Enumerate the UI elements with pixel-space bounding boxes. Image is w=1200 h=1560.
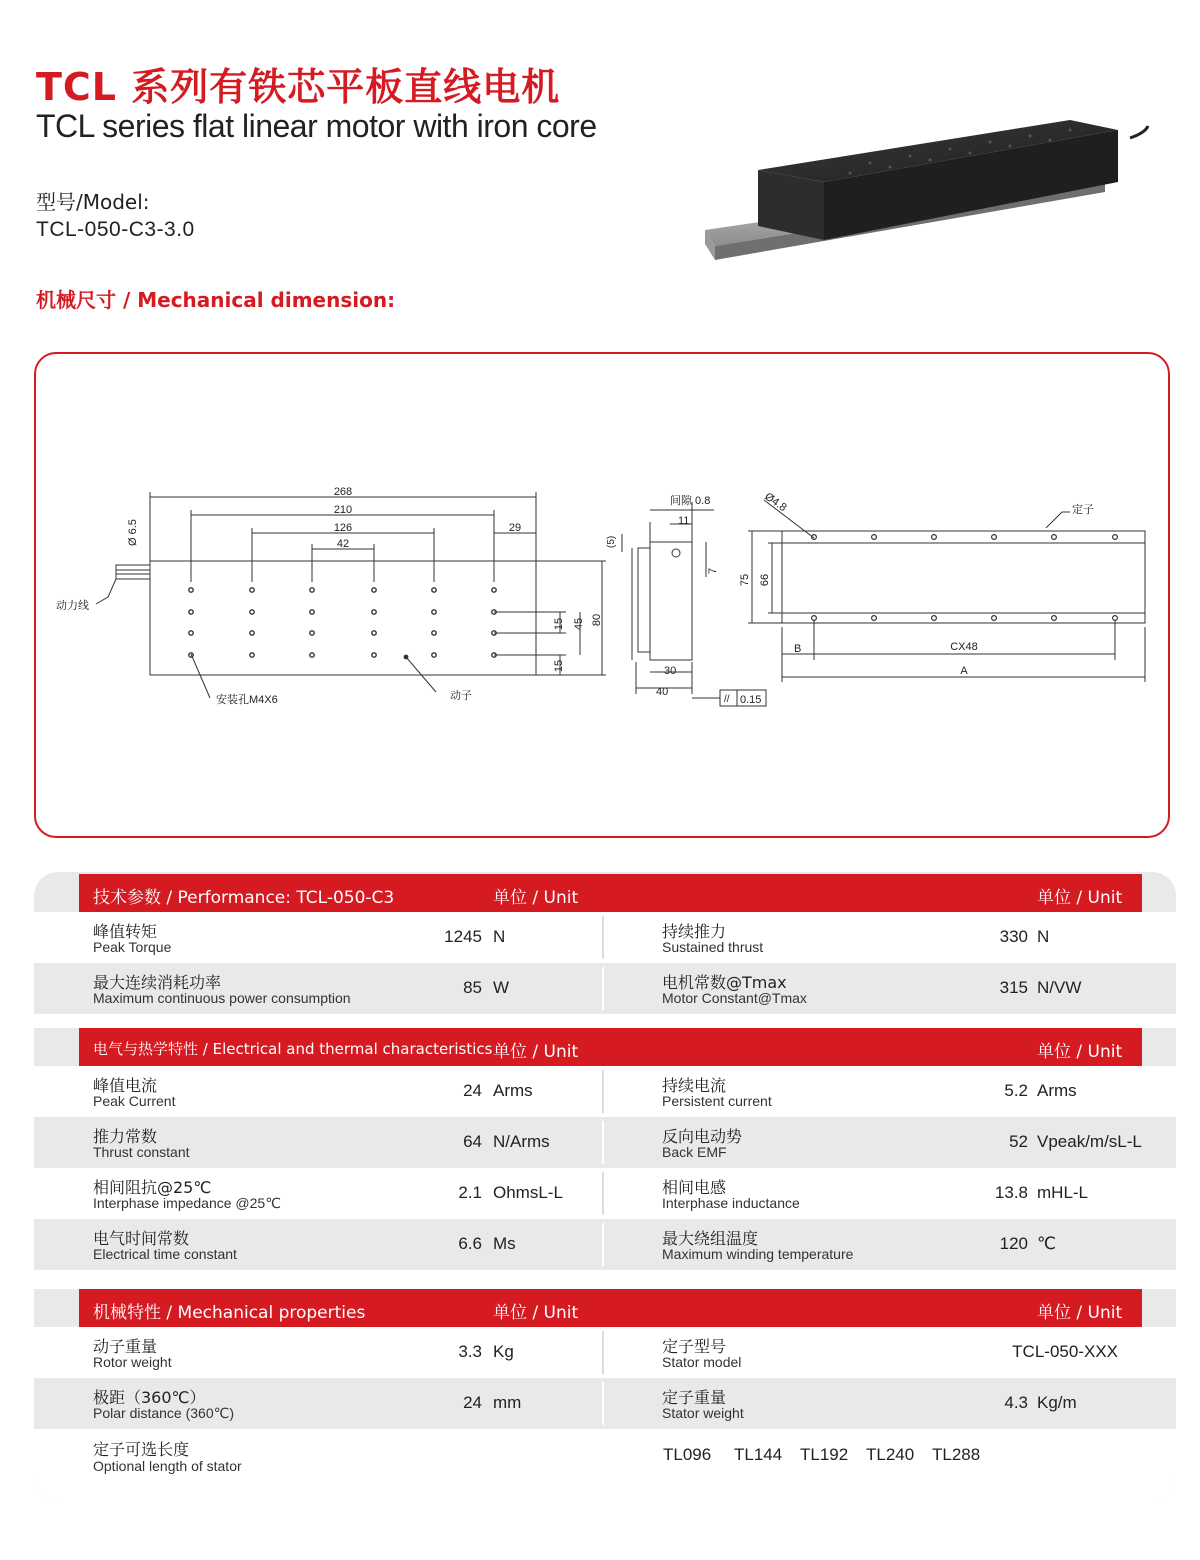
param-cn: 持续电流 [662,1076,727,1095]
mount-hole-label: 安装孔M4X6 [216,694,278,706]
mover-label: 动子 [450,690,472,702]
column-divider [602,1172,604,1215]
param-cn: 动子重量 [93,1337,158,1356]
table-row-stator-length [34,1429,1176,1502]
spacer [34,1270,1176,1289]
param-en: Stator weight [662,1405,744,1421]
page-title-en: TCL series flat linear motor with iron core [36,108,597,144]
dim-b: B [794,643,802,655]
param-unit: N [493,927,506,946]
product-image [700,118,1150,280]
param-value: 24 [463,1081,482,1100]
param-en: Stator model [662,1354,742,1370]
dim-11: 11 [678,515,690,527]
parallel-symbol: // [724,694,730,705]
param-value: 2.1 [458,1183,482,1202]
dim-66: 66 [759,573,771,587]
dim-cx48: CX48 [950,641,978,653]
page-title-cn: TCL 系列有铁芯平板直线电机 [36,65,561,109]
unit-label: 单位 / Unit [493,1303,579,1323]
dim-75: 75 [739,573,751,587]
param-value: 52 [1009,1132,1028,1151]
param-en: Back EMF [662,1144,727,1160]
param-en: Maximum continuous power consumption [93,990,351,1006]
param-cn: 持续推力 [662,922,727,941]
mechanical-header [79,1289,1142,1327]
dim-15a: 15 [553,617,565,631]
dia-6-5: Ø 6.5 [127,519,139,546]
param-value: 3.3 [458,1342,482,1361]
param-value: 85 [463,978,482,997]
dim-42: 42 [336,538,350,550]
dim-30: 30 [664,665,677,677]
model-label: 型号/Model: [36,190,150,214]
column-divider [602,1070,604,1113]
performance-title: 技术参数 / Performance: TCL-050-C3 [93,888,395,908]
mechanical-dimension-heading: 机械尺寸 / Mechanical dimension: [36,288,396,312]
param-unit: Vpeak/m/sL-L [1037,1132,1142,1151]
param-en: Optional length of stator [93,1458,242,1474]
param-value: TCL-050-XXX [1012,1342,1118,1361]
param-cn: 极距（360℃） [93,1388,206,1407]
param-en: Peak Torque [93,939,172,955]
dia-4-8: Ø4.8 [762,490,789,515]
model-value: TCL-050-C3-3.0 [36,218,195,241]
column-divider [602,1121,604,1164]
table-row [34,1327,1176,1378]
unit-label: 单位 / Unit [1037,1303,1123,1323]
param-cn: 定子可选长度 [93,1440,190,1459]
stator-option: TL240 [866,1445,915,1464]
spacer [34,1014,1176,1028]
param-unit: N/Arms [493,1132,550,1151]
param-unit: Kg [493,1342,514,1361]
unit-label: 单位 / Unit [1037,1042,1123,1062]
param-cn: 相间阻抗@25℃ [93,1178,212,1197]
param-cn: 电气时间常数 [93,1229,190,1248]
electrical-title: 电气与热学特性 / Electrical and thermal characteristics [93,1040,493,1058]
param-en: Interphase inductance [662,1195,800,1211]
param-en: Persistent current [662,1093,772,1109]
table-row [34,963,1176,1014]
stator-option: TL288 [932,1445,981,1464]
param-en: Polar distance (360℃) [93,1405,235,1421]
param-unit: Kg/m [1037,1393,1077,1412]
param-value: 4.3 [1004,1393,1028,1412]
param-cn: 电机常数@Tmax [662,973,787,992]
unit-label: 单位 / Unit [493,888,579,908]
param-en: Electrical time constant [93,1246,237,1262]
param-value: 6.6 [458,1234,482,1253]
param-cn: 最大连续消耗功率 [93,973,222,992]
param-unit: N/VW [1037,978,1082,997]
stator-option: TL192 [800,1445,849,1464]
table-row [34,1219,1176,1270]
param-en: Thrust constant [93,1144,190,1160]
table-row [34,1168,1176,1219]
stator-label: 定子 [1072,504,1094,516]
power-cable-label: 动力线 [56,600,89,612]
param-value: 315 [999,978,1028,997]
dim-a: A [960,665,968,677]
mechanical-drawing [34,352,1170,838]
param-en: Sustained thrust [662,939,764,955]
param-unit: N [1037,927,1050,946]
param-en: Interphase impedance @25℃ [93,1195,281,1211]
dim-5: (5) [606,535,617,548]
param-cn: 最大绕组温度 [662,1229,759,1248]
spec-tables [34,872,1176,1502]
column-divider [602,1382,604,1425]
param-unit: ℃ [1037,1234,1057,1253]
param-value: 13.8 [994,1183,1028,1202]
dim-80: 80 [591,613,603,627]
stator-option: TL144 [734,1445,783,1464]
param-value: 330 [999,927,1028,946]
param-value: 64 [463,1132,482,1151]
dim-15b: 15 [553,659,565,673]
dim-45: 45 [573,617,585,631]
param-value: 5.2 [1004,1081,1028,1100]
param-unit: W [493,978,510,997]
electrical-header [79,1028,1142,1066]
dim-210: 210 [333,504,353,516]
param-en: Motor Constant@Tmax [662,990,807,1006]
dim-126: 126 [333,522,353,534]
param-cn: 定子重量 [662,1388,727,1407]
param-unit: Arms [493,1081,533,1100]
param-en: Peak Current [93,1093,176,1109]
stator-option: TL096 [663,1445,712,1464]
dim-7: 7 [707,567,719,574]
column-divider [602,1331,604,1374]
param-unit: OhmsL-L [493,1183,563,1202]
column-divider [602,1223,604,1266]
parallel-tolerance: 0.15 [740,694,762,706]
table-row [34,1117,1176,1168]
param-unit: Ms [493,1234,516,1253]
performance-header [79,874,1142,912]
param-cn: 推力常数 [93,1127,158,1146]
dim-268: 268 [333,486,353,498]
dim-29: 29 [508,522,522,534]
param-cn: 峰值转矩 [93,922,158,941]
param-en: Rotor weight [93,1354,172,1370]
param-unit: Arms [1037,1081,1077,1100]
param-cn: 定子型号 [662,1337,727,1356]
param-cn: 反向电动势 [662,1127,743,1146]
param-unit: mm [493,1393,522,1412]
gap-label: 间隙 0.8 [670,495,711,507]
unit-label: 单位 / Unit [1037,888,1123,908]
param-cn: 峰值电流 [93,1076,158,1095]
param-value: 1245 [444,927,482,946]
dim-40: 40 [656,686,669,698]
column-divider [602,916,604,959]
table-row [34,1378,1176,1429]
param-value: 24 [463,1393,482,1412]
column-divider [602,967,604,1010]
mechanical-title: 机械特性 / Mechanical properties [93,1303,366,1323]
param-cn: 相间电感 [662,1178,727,1197]
param-value: 120 [999,1234,1028,1253]
param-unit: mHL-L [1037,1183,1089,1202]
table-row [34,1066,1176,1117]
unit-label: 单位 / Unit [493,1042,579,1062]
param-en: Maximum winding temperature [662,1246,854,1262]
table-row [34,912,1176,963]
